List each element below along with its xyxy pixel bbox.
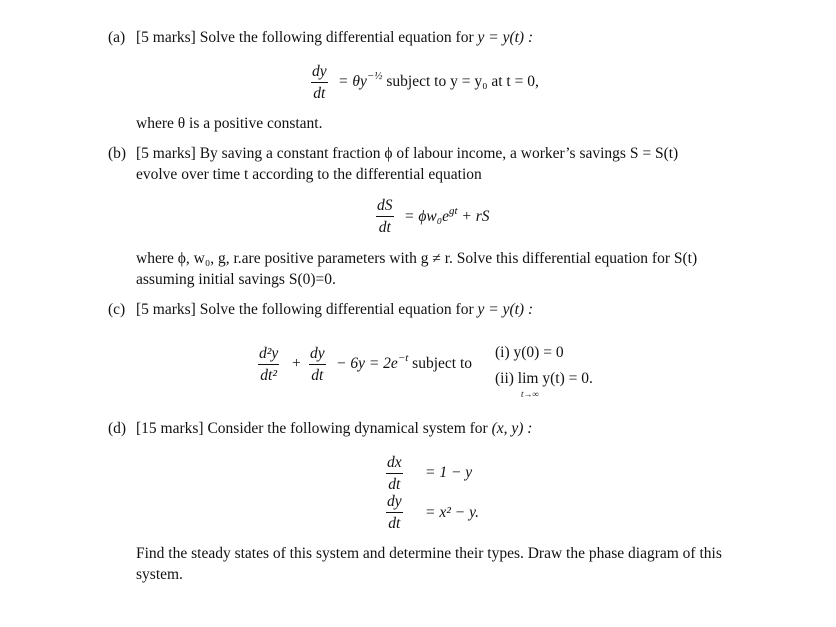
part-b-num: dS bbox=[377, 197, 393, 214]
part-c-label: (c) bbox=[108, 301, 126, 318]
part-b-den: dt bbox=[378, 218, 391, 236]
part-c-rest-post: subject to bbox=[412, 355, 473, 372]
part-d-heading-var: (x, y) : bbox=[491, 420, 533, 437]
part-b-equation-rhs bbox=[404, 205, 490, 225]
part-a-rhs-pre: = θy bbox=[338, 73, 367, 90]
part-c-dydt bbox=[309, 346, 326, 383]
part-c-heading bbox=[136, 302, 533, 318]
part-b-rhs-post: + rS bbox=[461, 208, 490, 225]
part-a-dydt bbox=[311, 64, 328, 101]
part-c-cond2: (ii) lim y(t) = 0. bbox=[495, 370, 593, 387]
part-a-num: dy bbox=[312, 63, 327, 80]
part-b-note2: assuming initial savings S(0)=0. bbox=[136, 271, 336, 288]
part-b-exp: gt bbox=[448, 205, 458, 217]
part-d-label: (d) bbox=[108, 420, 127, 437]
part-d-eq1-rhs: = 1 − y bbox=[425, 464, 473, 481]
part-b-note1: where ϕ, w₀, g, r.are positive parameters with g ≠ r. Solve this differential equation for S(t) bbox=[136, 250, 698, 267]
part-c-den1: dt² bbox=[260, 366, 277, 384]
part-b-line1: [5 marks] By saving a constant fraction ϕ of labour income, a worker’s savings S = S(t) bbox=[136, 145, 679, 162]
part-c-heading-var: y = y(t) : bbox=[477, 301, 534, 318]
part-c-heading-text: [5 marks] Solve the following differential equation for bbox=[136, 301, 474, 318]
part-c-equation-rest bbox=[336, 352, 473, 372]
part-d-eq2-rhs: = x² − y. bbox=[425, 504, 479, 521]
part-d-den2: dt bbox=[388, 514, 401, 532]
part-c-den2: dt bbox=[311, 366, 324, 384]
part-b-dsdt bbox=[376, 198, 394, 235]
part-c-d2ydt2 bbox=[258, 346, 279, 383]
part-d-note2: system. bbox=[136, 566, 183, 583]
part-b-label: (b) bbox=[108, 145, 127, 162]
part-c-num2: dy bbox=[310, 345, 325, 362]
part-d-heading bbox=[136, 421, 532, 437]
part-a-heading bbox=[136, 30, 533, 46]
part-d-num1: dx bbox=[387, 454, 402, 471]
part-d-dydt bbox=[386, 494, 403, 531]
part-d-heading-text: [15 marks] Consider the following dynamical system for bbox=[136, 420, 488, 437]
part-a-exp: −½ bbox=[366, 70, 383, 82]
part-c-cond2-sub: t→∞ bbox=[521, 389, 539, 399]
part-c-cond1: (i) y(0) = 0 bbox=[495, 344, 564, 361]
part-c-exp: −t bbox=[397, 352, 409, 364]
part-a-rhs-post: subject to y = y₀ at t = 0, bbox=[386, 73, 539, 90]
part-a-heading-text: [5 marks] Solve the following differential equation for bbox=[136, 29, 474, 46]
part-a-den: dt bbox=[313, 84, 326, 102]
part-c-plus: + bbox=[292, 355, 301, 372]
part-d-num2: dy bbox=[387, 493, 402, 510]
part-b-line2: evolve over time t according to the differential equation bbox=[136, 166, 482, 183]
part-b-rhs-pre: = ϕw₀e bbox=[404, 208, 449, 225]
part-d-dxdt bbox=[386, 455, 403, 492]
part-d-note1: Find the steady states of this system and determine their types. Draw the phase diagram of this bbox=[136, 545, 722, 562]
part-a-note: where θ is a positive constant. bbox=[136, 115, 323, 132]
part-c-rest-pre: − 6y = 2e bbox=[336, 355, 398, 372]
part-d-den1: dt bbox=[388, 475, 401, 493]
part-a-label: (a) bbox=[108, 29, 126, 46]
part-a-equation-rhs bbox=[338, 70, 539, 90]
part-c-num1: d²y bbox=[259, 345, 279, 362]
part-a-heading-var: y = y(t) : bbox=[477, 29, 534, 46]
